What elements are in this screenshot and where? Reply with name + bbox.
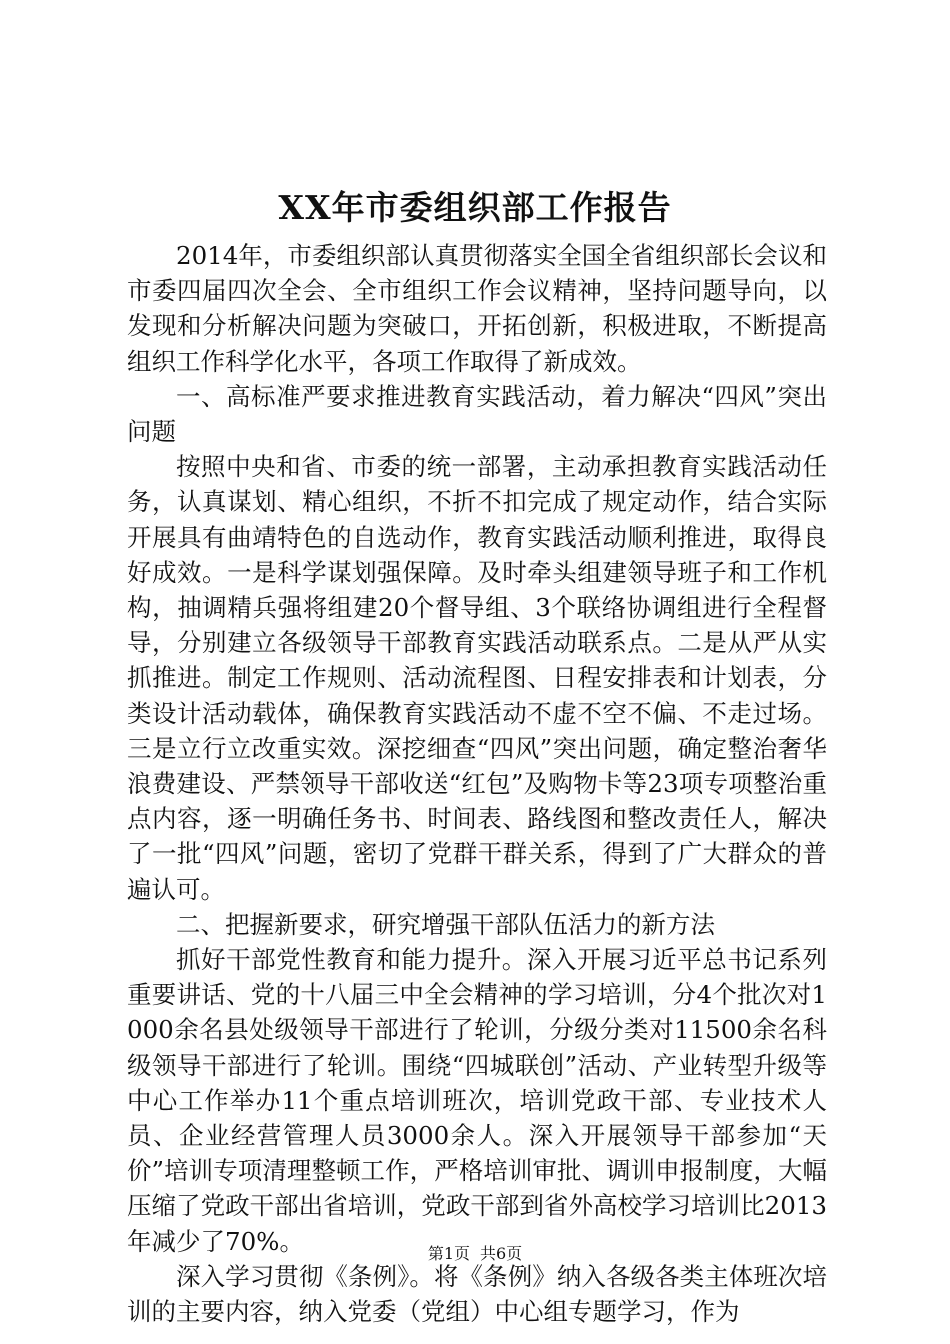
page-number-current: 第1页 (427, 1244, 470, 1263)
paragraph-section-2: 抓好干部党性教育和能力提升。深入开展习近平总书记系列重要讲话、党的十八届三中全会精神的学习培训，分4个批次对1000余名县处级领导干部进行了轮训，分级分类对11500余名科级领导干部进行了轮训。围绕“四城联创”活动、产业转型升级等中心工作举办11个重点培训班次，培训党政干部、专业技术人员、企业经营管理人员3000余人。深入开展领导干部参加“天价”培训专项清理整顿工作，严格培训审批、调训申报制度，大幅压缩了党政干部出省培训，党政干部到省外高校学习培训比2013年减少了70%。 (127, 945, 827, 1256)
document-body (127, 238, 827, 1329)
page-number-total: 共6页 (480, 1244, 523, 1263)
paragraph-section-2-continued: 深入学习贯彻《条例》。将《条例》纳入各级各类主体班次培训的主要内容，纳入党委（党组）中心组专题学习，作为 (127, 1261, 827, 1327)
paragraph-section-1: 按照中央和省、市委的统一部署，主动承担教育实践活动任务，认真谋划、精心组织，不折不扣完成了规定动作，结合实际开展具有曲靖特色的自选动作，教育实践活动顺利推进，取得良好成效。一是科学谋划强保障。及时牵头组建领导班子和工作机构，抽调精兵强将组建20个督导组、3个联络协调组进行全程督导，分别建立各级领导干部教育实践活动联系点。二是从严从实抓推进。制定工作规则、活动流程图、日程安排表和计划表，分类设计活动载体，确保教育实践活动不虚不空不偏、不走过场。三是立行立改重实效。深挖细查“四风”突出问题，确定整治奢华浪费建设、严禁领导干部收送“红包”及购物卡等23项专项整治重点内容，逐一明确任务书、时间表、路线图和整改责任人，解决了一批“四风”问题，密切了党群干群关系，得到了广大群众的普遍认可。 (127, 452, 827, 904)
page-footer (0, 1243, 950, 1265)
section-heading-2: 二、把握新要求，研究增强干部队伍活力的新方法 (176, 909, 715, 939)
document-title: XX年市委组织部工作报告 (278, 188, 672, 227)
section-heading-1: 一、高标准严要求推进教育实践活动，着力解决“四风”突出问题 (127, 381, 827, 447)
paragraph-intro: 2014年，市委组织部认真贯彻落实全国全省组织部长会议和市委四届四次全会、全市组织工作会议精神，坚持问题导向，以发现和分析解决问题为突破口，开拓创新，积极进取，不断提高组织工作科学化水平，各项工作取得了新成效。 (127, 241, 827, 376)
